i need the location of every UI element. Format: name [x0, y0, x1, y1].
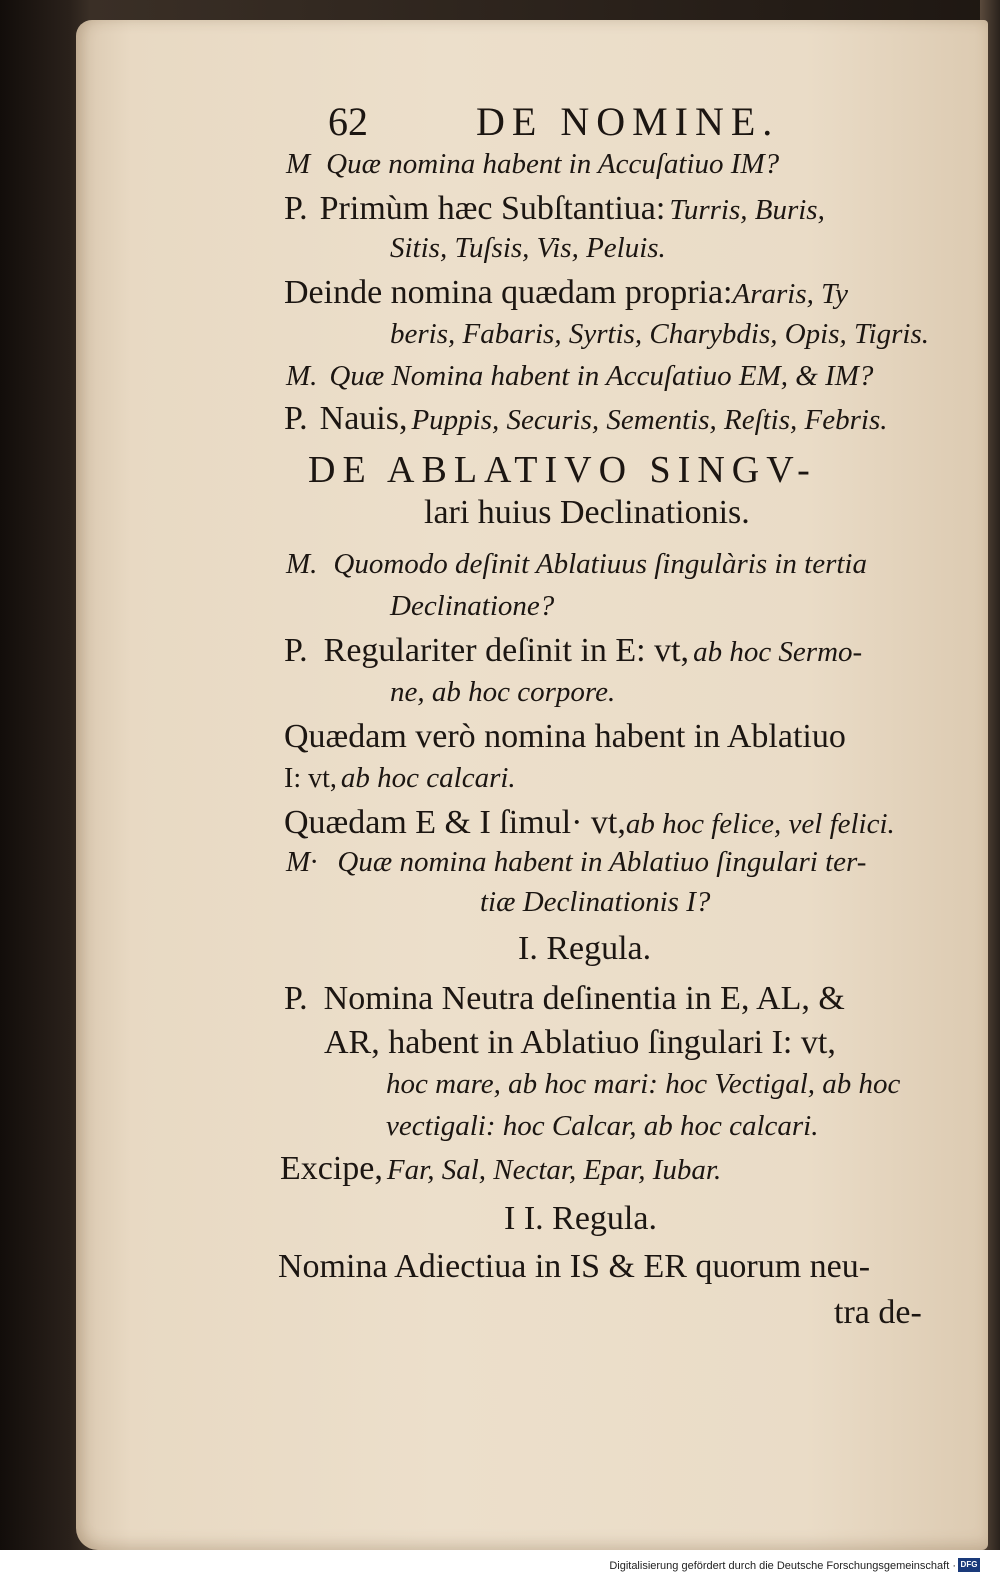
line-26: Nomina Adiectiua in IS & ER quorum neu- — [278, 1248, 871, 1285]
section-heading-1: DE ABLATIVO SINGV- — [308, 449, 817, 491]
line-2: P. Primùm hæc Subſtantiua: Turris, Buris, — [284, 190, 825, 227]
line-3: Sitis, Tuſsis, Vis, Peluis. — [390, 232, 666, 264]
line-5: beris, Fabaris, Syrtis, Charybdis, Opis, Tigris. — [390, 318, 929, 350]
book-page — [76, 20, 988, 1550]
line-4: Deinde nomina quædam propria:Araris, Ty — [284, 274, 848, 311]
dfg-logo-icon: DFG — [958, 1558, 980, 1572]
page-number: 62 — [328, 99, 368, 144]
line-18: tiæ Declinationis I? — [480, 886, 711, 918]
digitization-footer — [0, 1550, 1000, 1584]
line-7: P. Nauis, Puppis, Securis, Sementis, Reſtis, Febris. — [284, 400, 888, 437]
line-6: M. Quæ Nomina habent in Accuſatiuo EM, & IM? — [286, 360, 874, 392]
line-13: ne, ab hoc corpore. — [390, 676, 616, 708]
line-12: P. Regulariter deſinit in E: vt, ab hoc Sermo- — [284, 632, 863, 669]
line-20: P. Nomina Neutra deſinentia in E, AL, & — [284, 980, 845, 1017]
running-head: DE NOMINE. — [476, 99, 780, 144]
line-22: hoc mare, ab hoc mari: hoc Vectigal, ab hoc — [386, 1068, 901, 1100]
line-15: I: vt, ab hoc calcari. — [284, 762, 516, 794]
line-17: M· Quæ nomina habent in Ablatiuo ſingulari ter- — [286, 846, 867, 878]
rule-heading-1: I. Regula. — [518, 930, 652, 967]
section-heading-2: lari huius Declinationis. — [424, 494, 750, 531]
line-10: M. Quomodo deſinit Ablatiuus ſingulàris in tertia — [286, 548, 867, 580]
line-21: AR, habent in Ablatiuo ſingulari I: vt, — [324, 1024, 836, 1061]
line-24: Excipe, Far, Sal, Nectar, Epar, Iubar. — [280, 1150, 722, 1187]
catchword: tra de- — [834, 1294, 922, 1331]
line-23: vectigali: hoc Calcar, ab hoc calcari. — [386, 1110, 819, 1142]
line-11: Declinatione? — [390, 590, 555, 622]
footer-credit: Digitalisierung gefördert durch die Deutsche Forschungsgemeinschaft · — [609, 1560, 956, 1572]
line-1: M Quæ nomina habent in Accuſatiuo IM? — [286, 148, 780, 180]
rule-heading-2: I I. Regula. — [504, 1200, 657, 1237]
line-16: Quædam E & I ſimul· vt,ab hoc felice, vel felici. — [284, 804, 895, 841]
line-14: Quædam verò nomina habent in Ablatiuo — [284, 718, 846, 755]
